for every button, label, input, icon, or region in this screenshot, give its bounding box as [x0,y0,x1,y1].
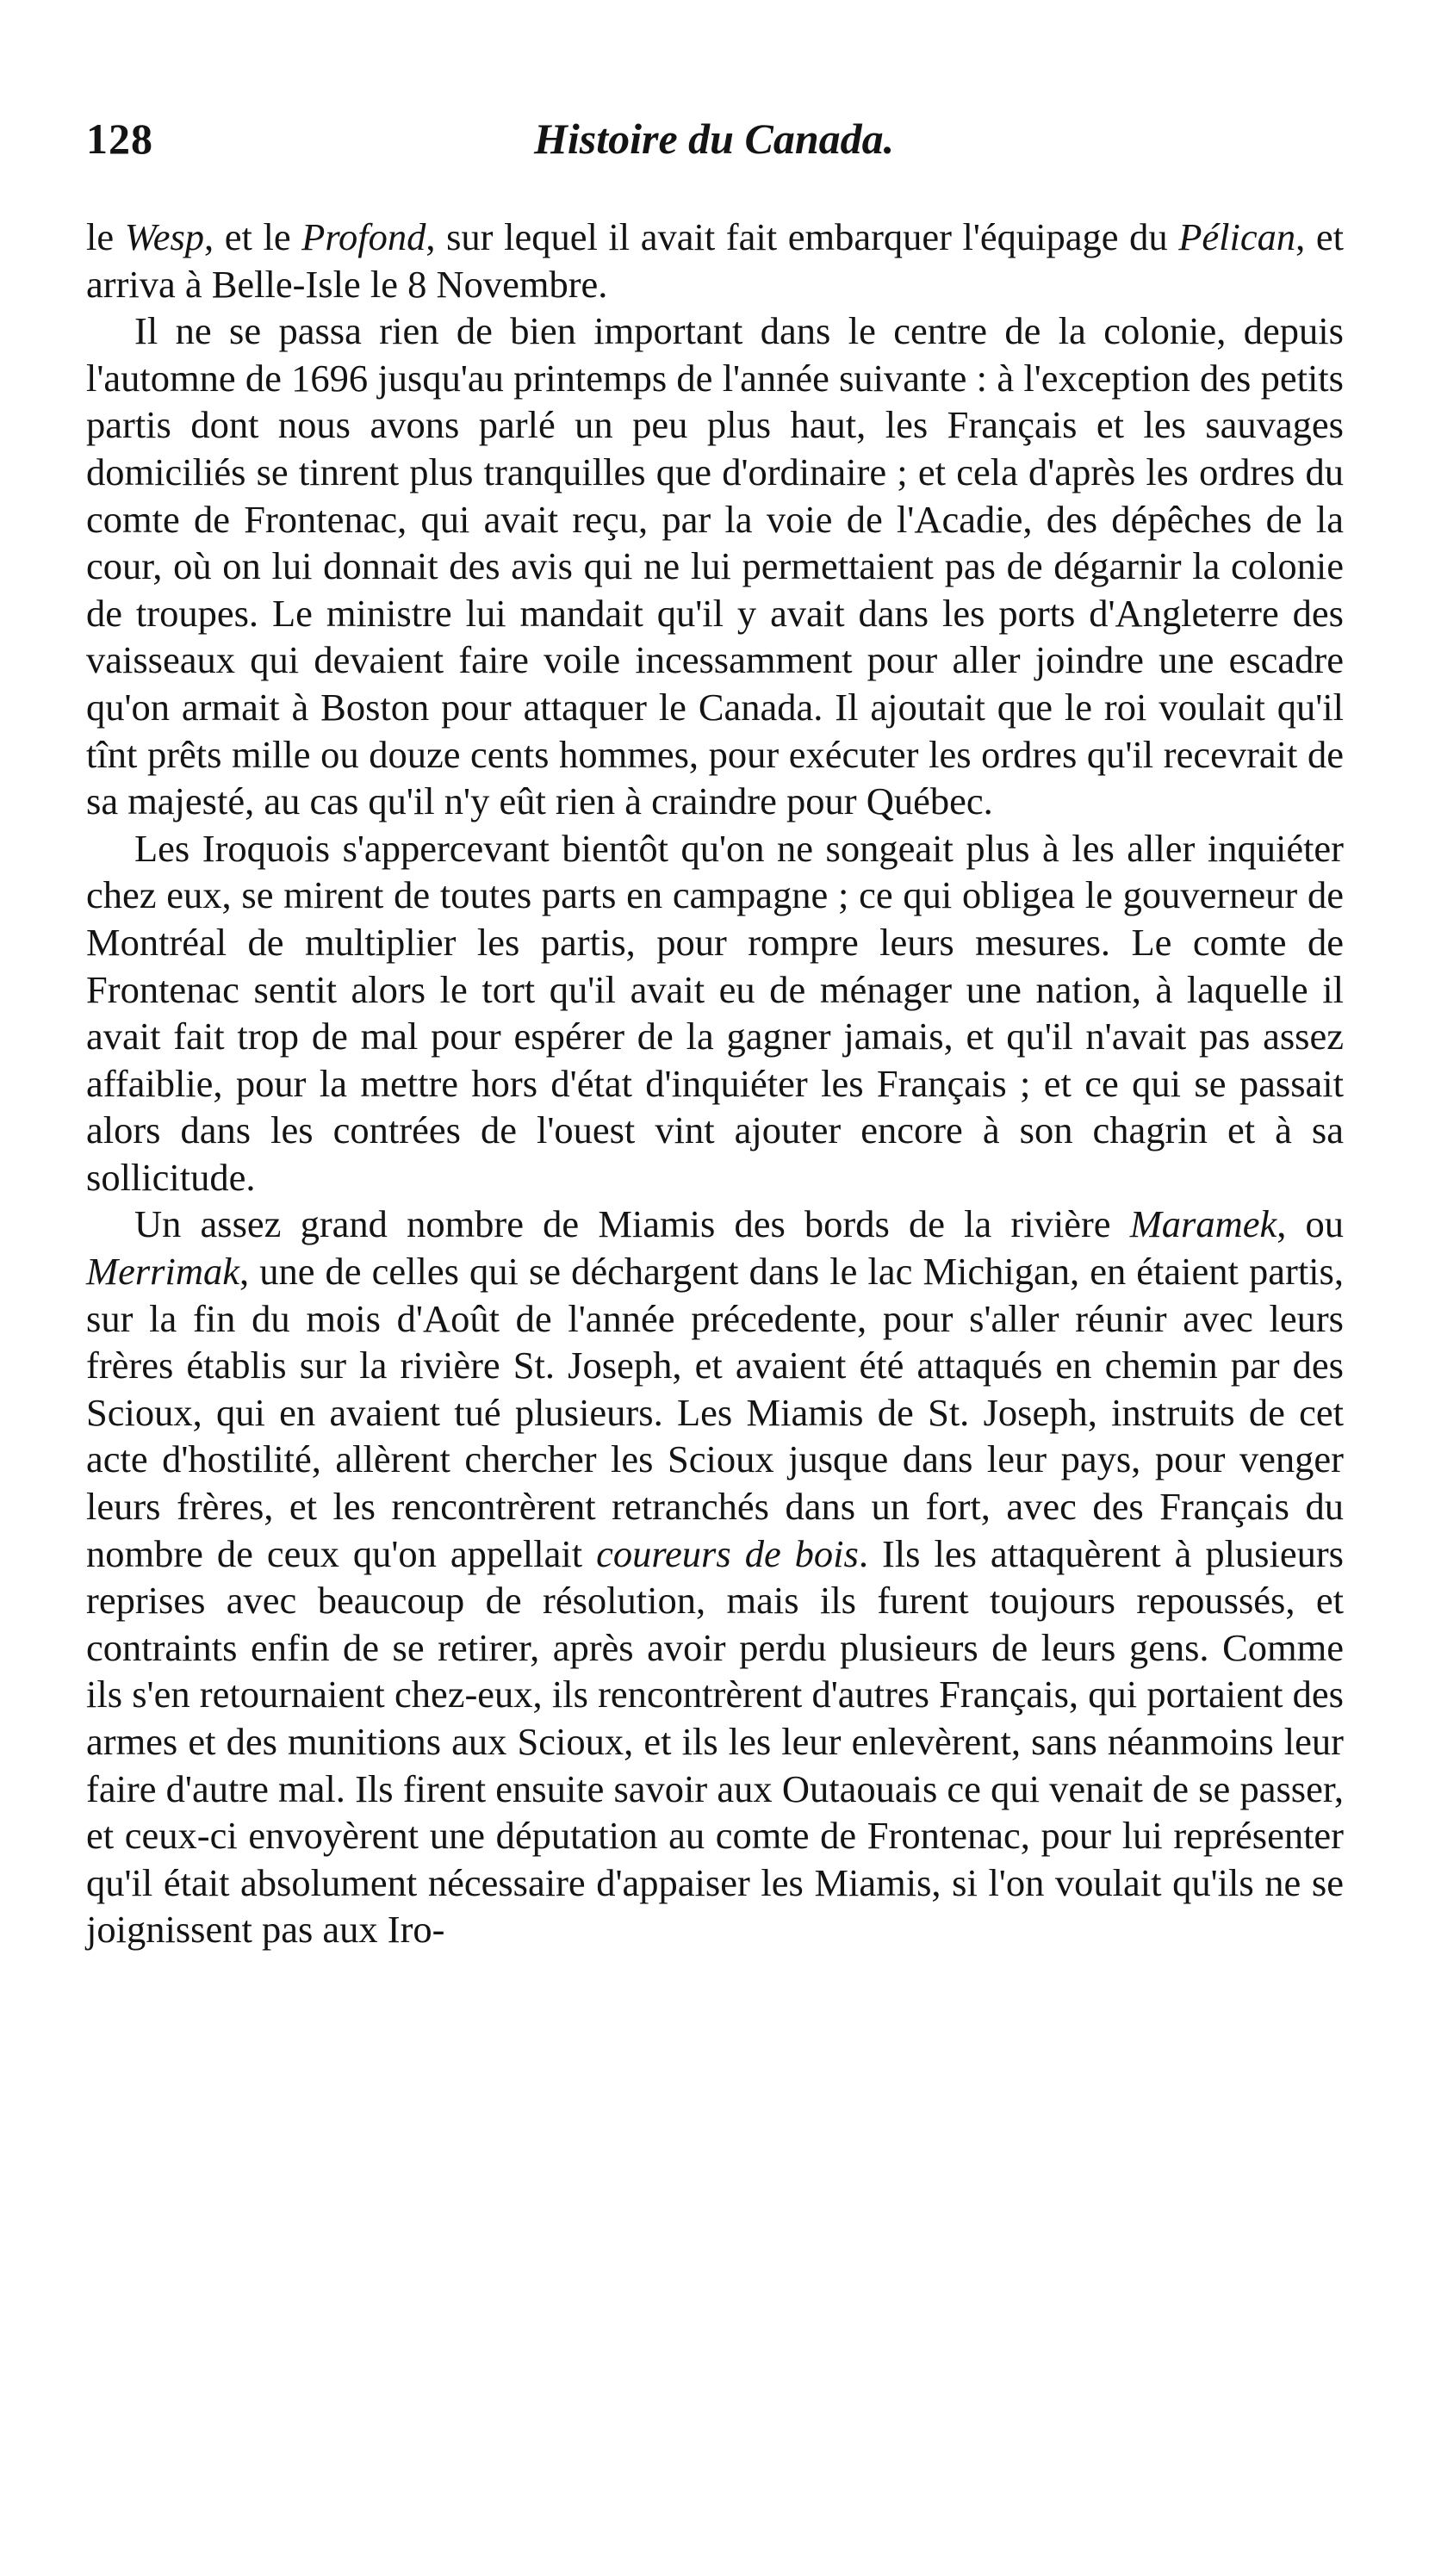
page-header [86,114,1335,174]
text-run: . Ils les attaquèrent à plusieurs reprises avec beaucoup de résolution, mais ils furent toujours repoussés, et contraints enfin de se retirer, après avoir perdu plusieurs de leurs gens. Comme ils s'en retournaient chez-eux, ils rencontrèrent d'autres Français, qui portaient des armes et des munitions aux Scioux, et ils les leur enlevèrent, sans néanmoins leur faire d'autre mal. Ils firent ensuite savoir aux Outaouais ce qui venait de se passer, et ceux-ci envoyèrent une députation au comte de Frontenac, pour lui représenter qu'il était absolument nécessaire d'appaiser les Miamis, si l'on voulait qu'ils ne se joignissent pas aux Iro- [86,1531,1344,1952]
text-run: le [86,215,125,258]
paragraph [86,214,1344,307]
text-run: Les Iroquois s'appercevant bientôt qu'on ne songeait plus à les aller inquiéter chez eux, se mirent de toutes parts en campagne ; ce qui obligea le gouverneur de Montréal de multiplier les partis, pour rompre leurs mesures. Le comte de Frontenac sentit alors le tort qu'il avait eu de ménager une nation, à laquelle il avait fait trop de mal pour espérer de la gagner jamais, et qu'il n'avait pas assez affaiblie, pour la mettre hors d'état d'inquiéter les Français ; et ce qui se passait alors dans les contrées de l'ouest vint ajouter encore à son chagrin et à sa sollicitude. [86,826,1344,1199]
running-title: Histoire du Canada. [534,115,895,163]
italic-text: Profond [301,215,426,258]
italic-text: Merrimak [86,1250,239,1294]
paragraph [86,1201,1344,1953]
italic-text: Wesp [124,215,205,258]
text-run: , une de celles qui se déchargent dans le lac Michigan, en étaient partis, sur la fin du mois d'Août de l'année précedente, pour s'aller réunir avec leurs frères établis sur la rivière St. Joseph, et avaient été attaqués en chemin par des Scioux, qui en avaient tué plusieurs. Les Miamis de St. Joseph, instruits de cet acte d'hostilité, allèrent chercher les Scioux jusque dans leur pays, pour venger leurs frères, et les rencontrèrent retranchés dans un fort, avec des Français du nombre de ceux qu'on appellait [86,1250,1344,1575]
text-run: , et le [204,215,302,258]
italic-text: coureurs de bois [596,1531,859,1575]
italic-text: Maramek [1129,1202,1277,1246]
paragraph [86,825,1344,1201]
text-run: , et arriva à Belle-Isle le 8 Novembre. [86,215,1344,306]
text-run: Un assez grand nombre de Miamis des bords de la rivière [134,1202,1130,1246]
page-number: 128 [86,115,153,163]
text-run: Il ne se passa rien de bien important dans le centre de la colonie, depuis l'automne de 1696 jusqu'au printemps de l'année suivante : à l'exception des petits partis dont nous avons parlé un peu plus haut, les Français et les sauvages domiciliés se tinrent plus tranquilles que d'ordinaire ; et cela d'après les ordres du comte de Frontenac, qui avait reçu, par la voie de l'Acadie, des dépêches de la cour, où on lui donnait des avis qui ne lui permettaient pas de dégarnir la colonie de troupes. Le ministre lui mandait qu'il y avait dans les ports d'Angleterre des vaisseaux qui devaient faire voile incessamment pour aller joindre une escadre qu'on armait à Boston pour attaquer le Canada. Il ajoutait que le roi voulait qu'il tînt prêts mille ou douze cents hommes, pour exécuter les ordres qu'il recevrait de sa majesté, au cas qu'il n'y eût rien à craindre pour Québec. [86,309,1344,823]
text-run: , ou [1277,1202,1345,1246]
text-run: , sur lequel il avait fait embarquer l'équipage du [426,215,1179,258]
body-text [86,214,1344,1953]
paragraph [86,307,1344,825]
italic-text: Pélican [1178,215,1296,258]
